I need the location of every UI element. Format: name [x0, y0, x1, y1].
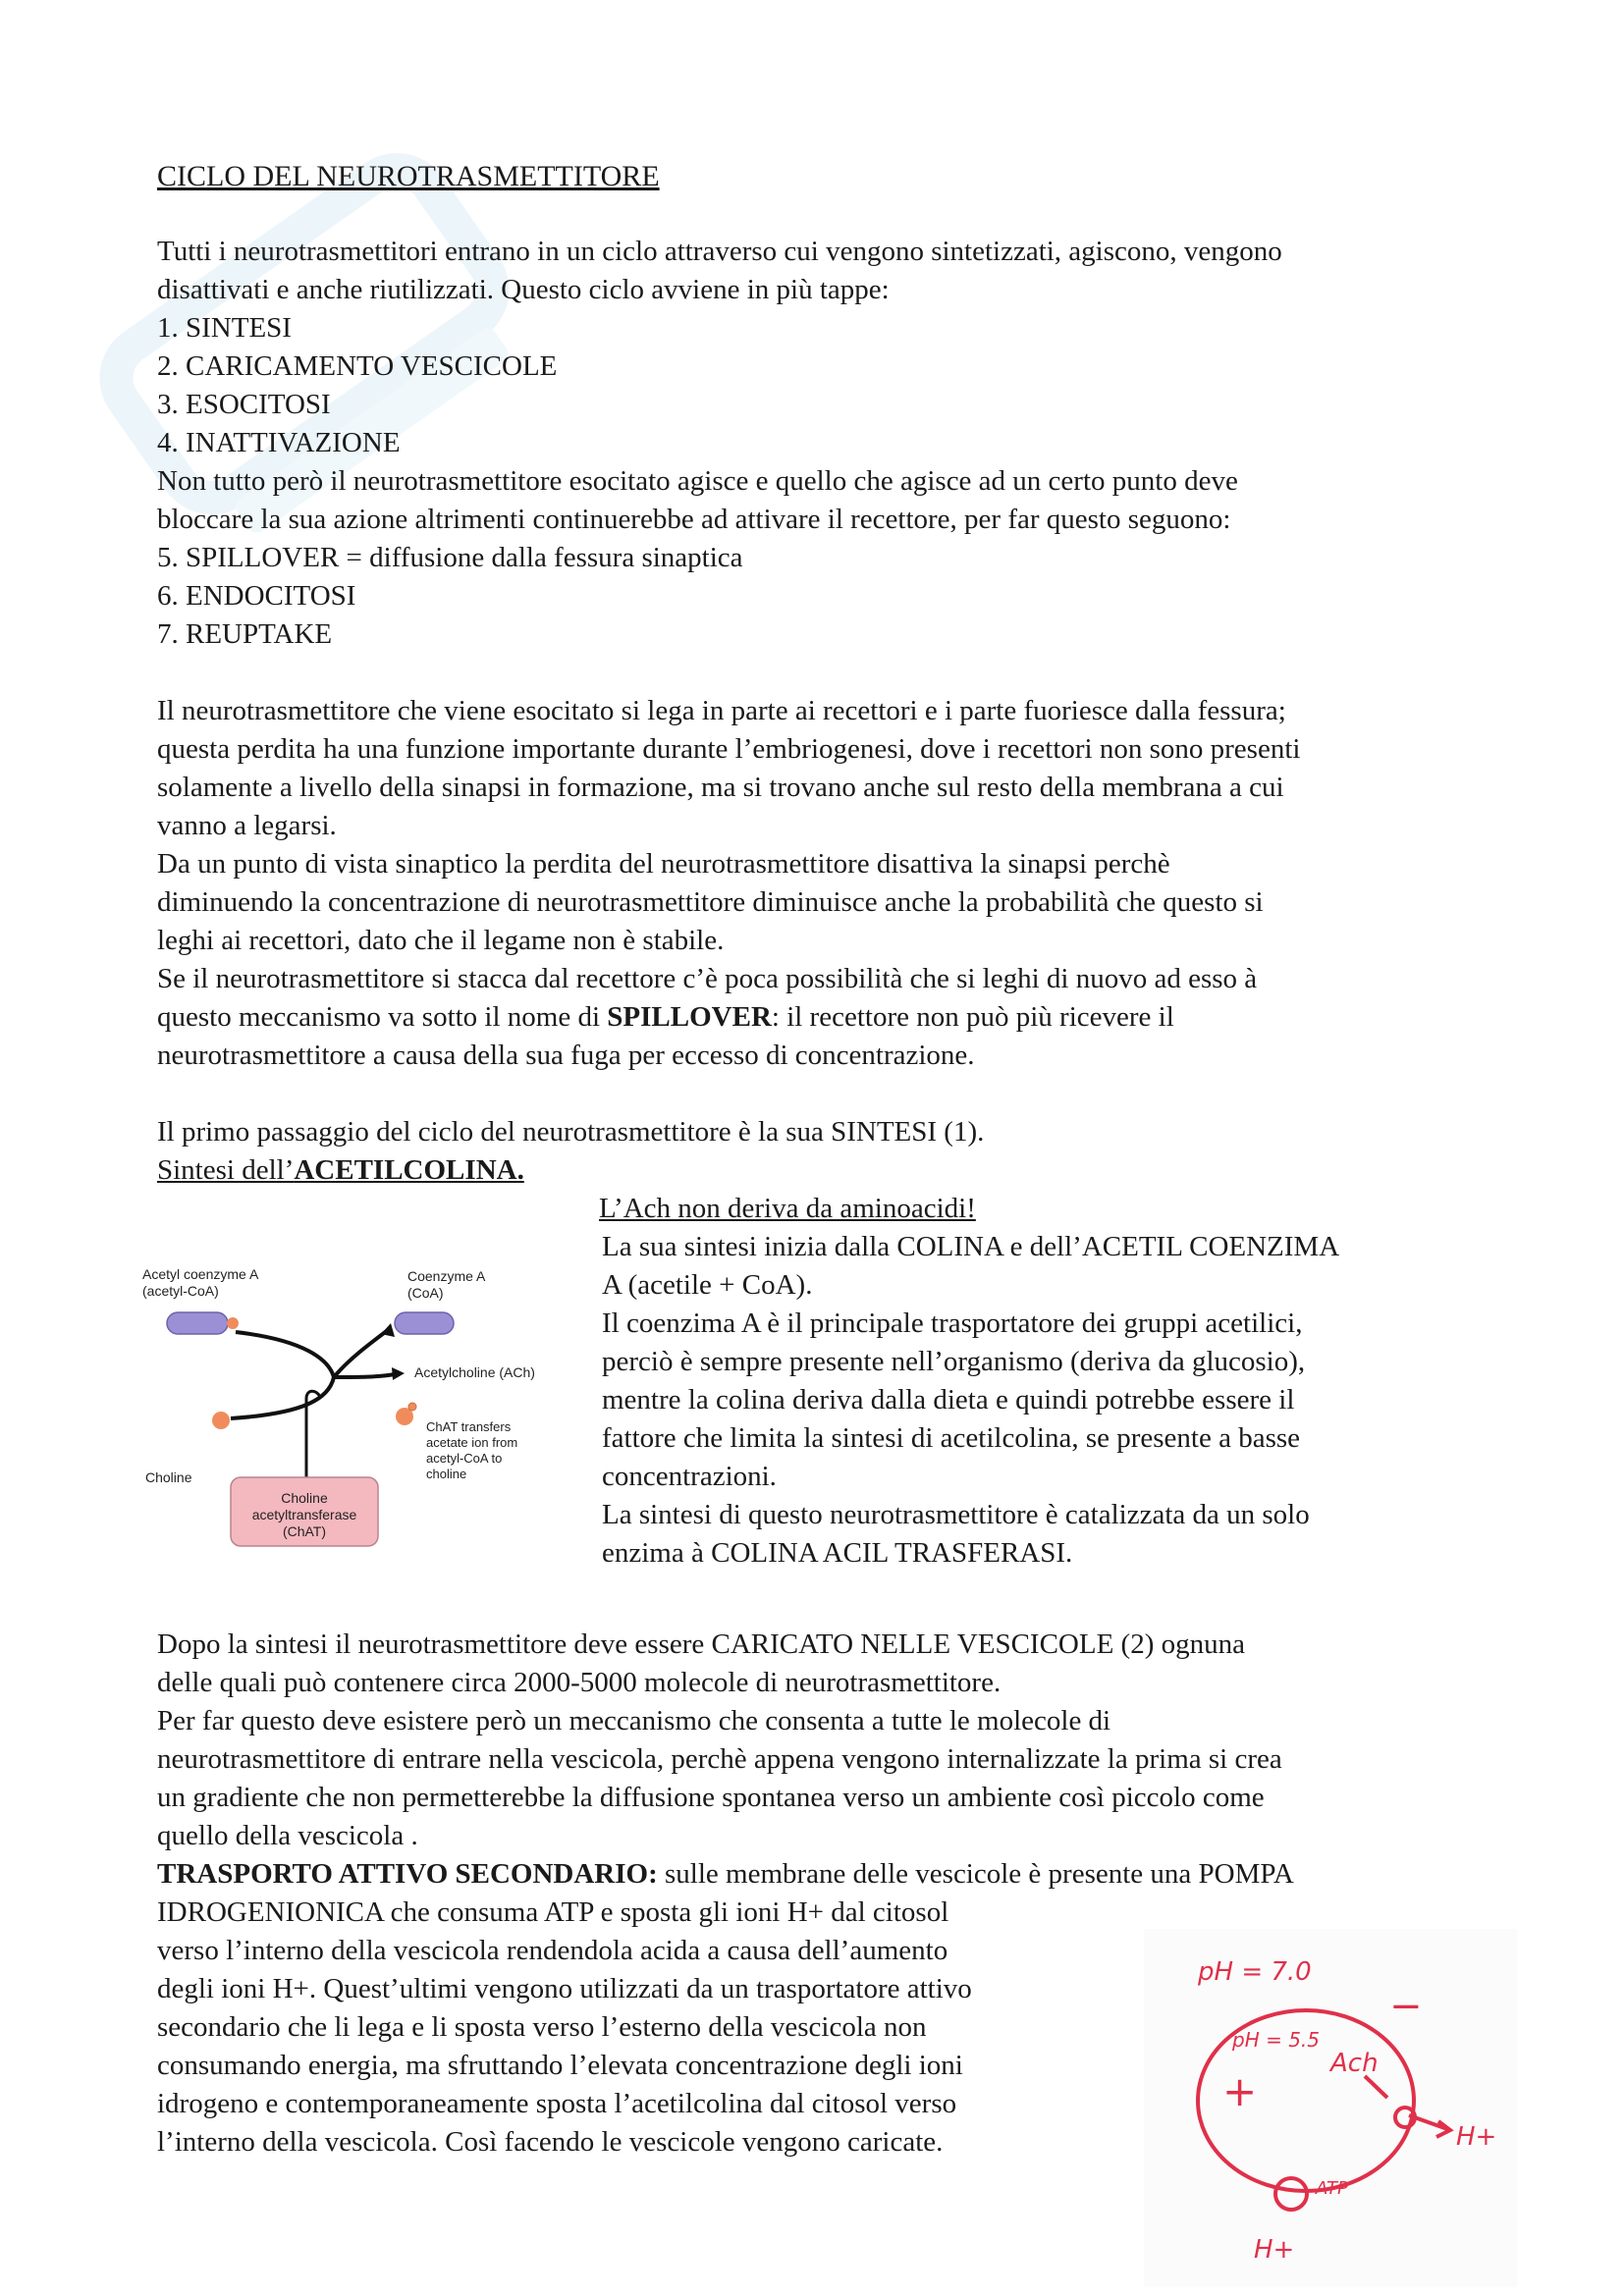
h-outside: H+ — [1456, 2122, 1497, 2152]
step-item: 5. SPILLOVER = diffusione dalla fessura sinaptica — [157, 542, 743, 573]
acetyl-group-ach — [408, 1403, 416, 1411]
choline-shape — [212, 1412, 230, 1429]
text-line: mentre la colina deriva dalla dieta e quindi potrebbe essere il — [602, 1384, 1295, 1415]
text-line: perciò è sempre presente nell’organismo (deriva da glucosio), — [602, 1346, 1306, 1377]
plus-sign: + — [1222, 2067, 1258, 2115]
section-heading — [157, 1151, 524, 1190]
text-line: Il primo passaggio del ciclo del neurotrasmettitore è la sua SINTESI (1). — [157, 1116, 985, 1148]
acetyl-coa-shape — [167, 1312, 228, 1334]
text-line: vanno a legarsi. — [157, 810, 337, 841]
text-line — [157, 1855, 1294, 1894]
spillover-term: SPILLOVER — [607, 1001, 772, 1033]
chat-note: ChAT transfers — [426, 1419, 512, 1434]
ach-note: L’Ach non deriva da aminoacidi! — [599, 1193, 976, 1224]
ach-label: Ach — [1330, 2049, 1379, 2078]
text-line: Per far questo deve esistere però un meccanismo che consenta a tutte le molecole di — [157, 1705, 1111, 1736]
text-line: idrogeno e contemporaneamente sposta l’acetilcolina dal citosol verso — [157, 2088, 957, 2119]
text-line: IDROGENIONICA che consuma ATP e sposta gli ioni H+ dal citosol — [157, 1896, 949, 1928]
enzyme-label: Choline — [281, 1490, 328, 1506]
text-line: concentrazioni. — [602, 1461, 777, 1492]
ach-label: Acetylcholine (ACh) — [414, 1364, 535, 1380]
text-line: leghi ai recettori, dato che il legame non è stabile. — [157, 925, 725, 956]
acetyl-coa-label: Acetyl coenzyme A — [142, 1266, 259, 1282]
text-line — [157, 998, 1174, 1037]
step-item: 1. SINTESI — [157, 312, 292, 344]
heading-bold: ACETILCOLINA. — [294, 1154, 524, 1186]
spillover-post: : il recettore non può più ricevere il — [771, 1001, 1174, 1033]
vesicle-sketch — [1144, 1929, 1517, 2287]
text-line: La sintesi di questo neurotrasmettitore è catalizzata da un solo — [602, 1499, 1310, 1530]
text-line: delle quali può contenere circa 2000-5000 molecole di neurotrasmettitore. — [157, 1667, 1001, 1698]
text-line: degli ioni H+. Quest’ultimi vengono utilizzati da un trasportatore attivo — [157, 1973, 972, 2004]
text-line: Dopo la sintesi il neurotrasmettitore deve essere CARICATO NELLE VESCICOLE (2) ognuna — [157, 1629, 1245, 1660]
step-item: 7. REUPTAKE — [157, 618, 333, 650]
coa-label-2: (CoA) — [407, 1285, 444, 1301]
text-line: questa perdita ha una funzione importante durante l’embriogenesi, dove i recettori non sono presenti — [157, 733, 1301, 765]
step-item: 4. INATTIVAZIONE — [157, 427, 401, 458]
spillover-pre: questo meccanismo va sotto il nome di — [157, 1001, 608, 1033]
text-line: enzima à COLINA ACIL TRASFERASI. — [602, 1537, 1073, 1569]
text-line: Non tutto però il neurotrasmettitore esocitato agisce e quello che agisce ad un certo punto deve — [157, 465, 1238, 497]
minus-sign: − — [1389, 1984, 1423, 2029]
coa-label: Coenzyme A — [407, 1268, 486, 1284]
page-title: CICLO DEL NEUROTRASMETTITORE — [157, 160, 660, 192]
text-line: verso l’interno della vescicola rendendola acida a causa dell’aumento — [157, 1935, 948, 1966]
chat-note: acetate ion from — [426, 1435, 518, 1450]
reaction-arrow — [231, 1377, 334, 1418]
step-item: 2. CARICAMENTO VESCICOLE — [157, 350, 558, 382]
step-item: 3. ESOCITOSI — [157, 389, 331, 420]
choline-label: Choline — [145, 1469, 192, 1485]
text-line: solamente a livello della sinapsi in formazione, ma si trovano anche sul resto della membrana a cui — [157, 772, 1284, 803]
atp-label: ATP — [1316, 2178, 1348, 2199]
text-line: Il neurotrasmettitore che viene esocitato si lega in parte ai recettori e i parte fuoriesce dalla fessura; — [157, 695, 1286, 726]
intro-line: Tutti i neurotrasmettitori entrano in un ciclo attraverso cui vengono sintetizzati, agiscono, vengono — [157, 236, 1282, 267]
text-line: secondario che li lega e li sposta verso l’esterno della vescicola non — [157, 2011, 927, 2043]
reaction-arrow — [334, 1330, 388, 1377]
ach-synthesis-diagram — [137, 1252, 569, 1566]
h-inside: H+ — [1254, 2235, 1295, 2265]
text-line: La sua sintesi inizia dalla COLINA e dell’ACETIL COENZIMA — [602, 1231, 1340, 1262]
text-line: l’interno della vescicola. Così facendo le vescicole vengono caricate. — [157, 2126, 944, 2158]
chat-note: acetyl-CoA to — [426, 1451, 503, 1466]
intro-line: disattivati e anche riutilizzati. Questo ciclo avviene in più tappe: — [157, 274, 890, 305]
coa-shape — [395, 1312, 454, 1334]
heading-prefix: Sintesi dell’ — [157, 1154, 295, 1186]
acetyl-coa-label-2: (acetyl-CoA) — [142, 1283, 219, 1299]
reaction-arrow — [334, 1374, 395, 1377]
transport-rest: sulle membrane delle vescicole è presente una POMPA — [657, 1858, 1294, 1890]
ph-inside: pH = 5.5 — [1232, 2028, 1321, 2052]
text-line: diminuendo la concentrazione di neurotrasmettitore diminuisce anche la probabilità che questo si — [157, 886, 1264, 918]
text-line: quello della vescicola . — [157, 1820, 418, 1851]
enzyme-label: (ChAT) — [282, 1523, 327, 1539]
text-line: Se il neurotrasmettitore si stacca dal recettore c’è poca possibilità che si leghi di nuovo ad esso à — [157, 963, 1258, 994]
arrow-head — [392, 1367, 405, 1380]
text-line: consumando energia, ma sfruttando l’elevata concentrazione degli ioni — [157, 2050, 963, 2081]
text-line: neurotrasmettitore di entrare nella vescicola, perchè appena vengono internalizzate la prima si crea — [157, 1743, 1282, 1775]
text-line: Il coenzima A è il principale trasportatore dei gruppi acetilici, — [602, 1308, 1303, 1339]
text-line: un gradiente che non permetterebbe la diffusione spontanea verso un ambiente così piccolo come — [157, 1782, 1265, 1813]
acetyl-group — [227, 1317, 239, 1329]
text-line: Da un punto di vista sinaptico la perdita del neurotrasmettitore disattiva la sinapsi perchè — [157, 848, 1170, 880]
text-line: A (acetile + CoA). — [602, 1269, 813, 1301]
enzyme-label: acetyltransferase — [251, 1507, 357, 1522]
chat-note: choline — [426, 1467, 467, 1481]
transport-term: TRASPORTO ATTIVO SECONDARIO: — [157, 1858, 658, 1890]
ph-outside: pH = 7.0 — [1198, 1957, 1312, 1987]
step-item: 6. ENDOCITOSI — [157, 580, 356, 612]
text-line: fattore che limita la sintesi di acetilcolina, se presente a basse — [602, 1422, 1301, 1454]
reaction-arrow — [236, 1332, 334, 1377]
text-line: neurotrasmettitore a causa della sua fuga per eccesso di concentrazione. — [157, 1040, 975, 1071]
text-line: bloccare la sua azione altrimenti continuerebbe ad attivare il recettore, per far questo seguono: — [157, 504, 1231, 535]
